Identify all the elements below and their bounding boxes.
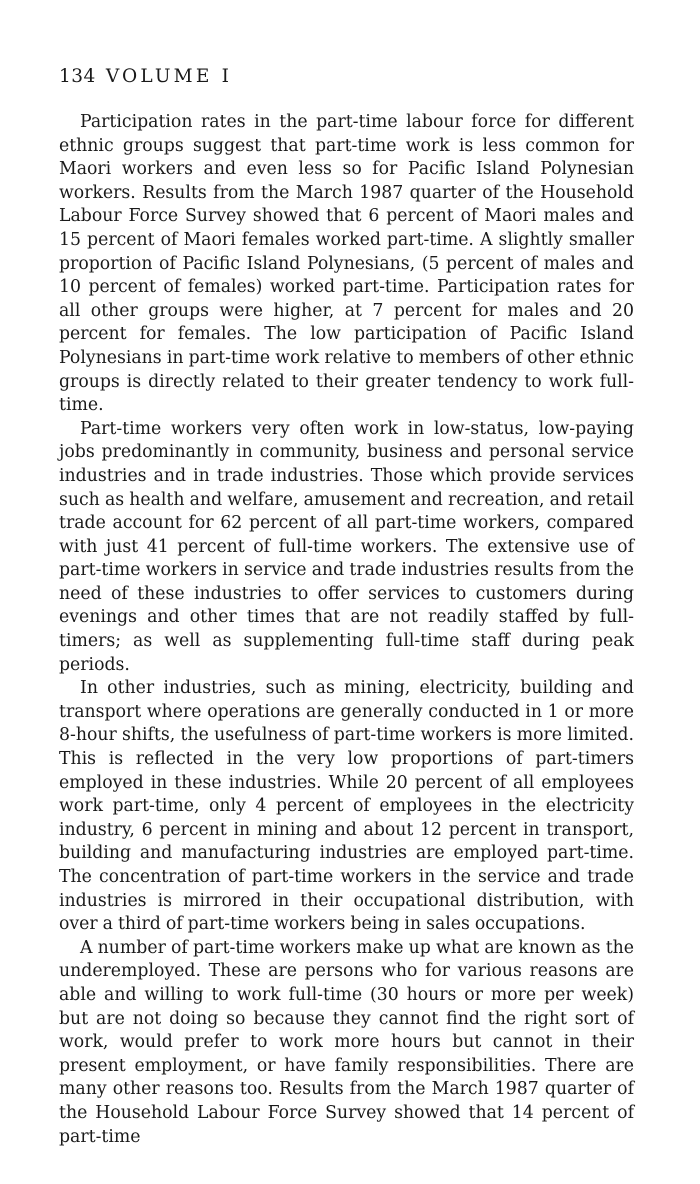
volume-label: VOLUME I xyxy=(105,66,233,87)
paragraph-other-industries: In other industries, such as mining, electricity, building and transport where operations are generally conducted in 1 or more 8-hour shifts, the usefulness of part-time workers is more limited. This is reflected in the very low proportions of part-timers employed in these industries. While 20 percent of all employees work part-time, only 4 percent of employees in the electricity industry, 6 percent in mining and about 12 percent in transport, building and manufacturing industries are employed part-time. The concentration of part-time workers in the service and trade industries is mirrored in their occupational distribution, with over a third of part-time workers being in sales occupations. xyxy=(59,678,634,935)
paragraph-ethnic-participation: Participation rates in the part-time labour force for different ethnic groups suggest that part-time work is less common for Maori workers and even less so for Pacific Island Polynesian workers. Results from the March 1987 quarter of the Household Labour Force Survey showed that 6 percent of Maori males and 15 percent of Maori females worked part-time. A slightly smaller proportion of Pacific Island Polynesians, (5 percent of males and 10 percent of females) worked part-time. Participation rates for all other groups were higher, at 7 percent for males and 20 percent for females. The low participation of Pacific Island Polynesians in part-time work relative to members of other ethnic groups is directly related to their greater tendency to work full-time. xyxy=(59,112,634,416)
paragraph-underemployed: A number of part-time workers make up what are known as the underemployed. These are persons who for various reasons are able and willing to work full-time (30 hours or more per week) but are not doing so because they cannot find the right sort of work, would prefer to work more hours but cannot in their present employment, or have family responsibilities. There are many other reasons too. Results from the March 1987 quarter of the Household Labour Force Survey showed that 14 percent of part-time xyxy=(59,937,634,1147)
running-head xyxy=(59,66,232,88)
paragraph-service-industries: Part-time workers very often work in low-status, low-paying jobs predominantly in community, business and personal service industries and in trade industries. Those which provide services such as health and welfare, amusement and recreation, and retail trade account for 62 percent of all part-time workers, compared with just 41 percent of full-time workers. The extensive use of part-time workers in service and trade industries results from the need of these industries to offer services to customers during evenings and other times that are not readily staffed by full-timers; as well as supplementing full-time staff during peak periods. xyxy=(59,418,634,675)
page-number: 134 xyxy=(59,66,96,87)
body-text xyxy=(59,111,634,1149)
